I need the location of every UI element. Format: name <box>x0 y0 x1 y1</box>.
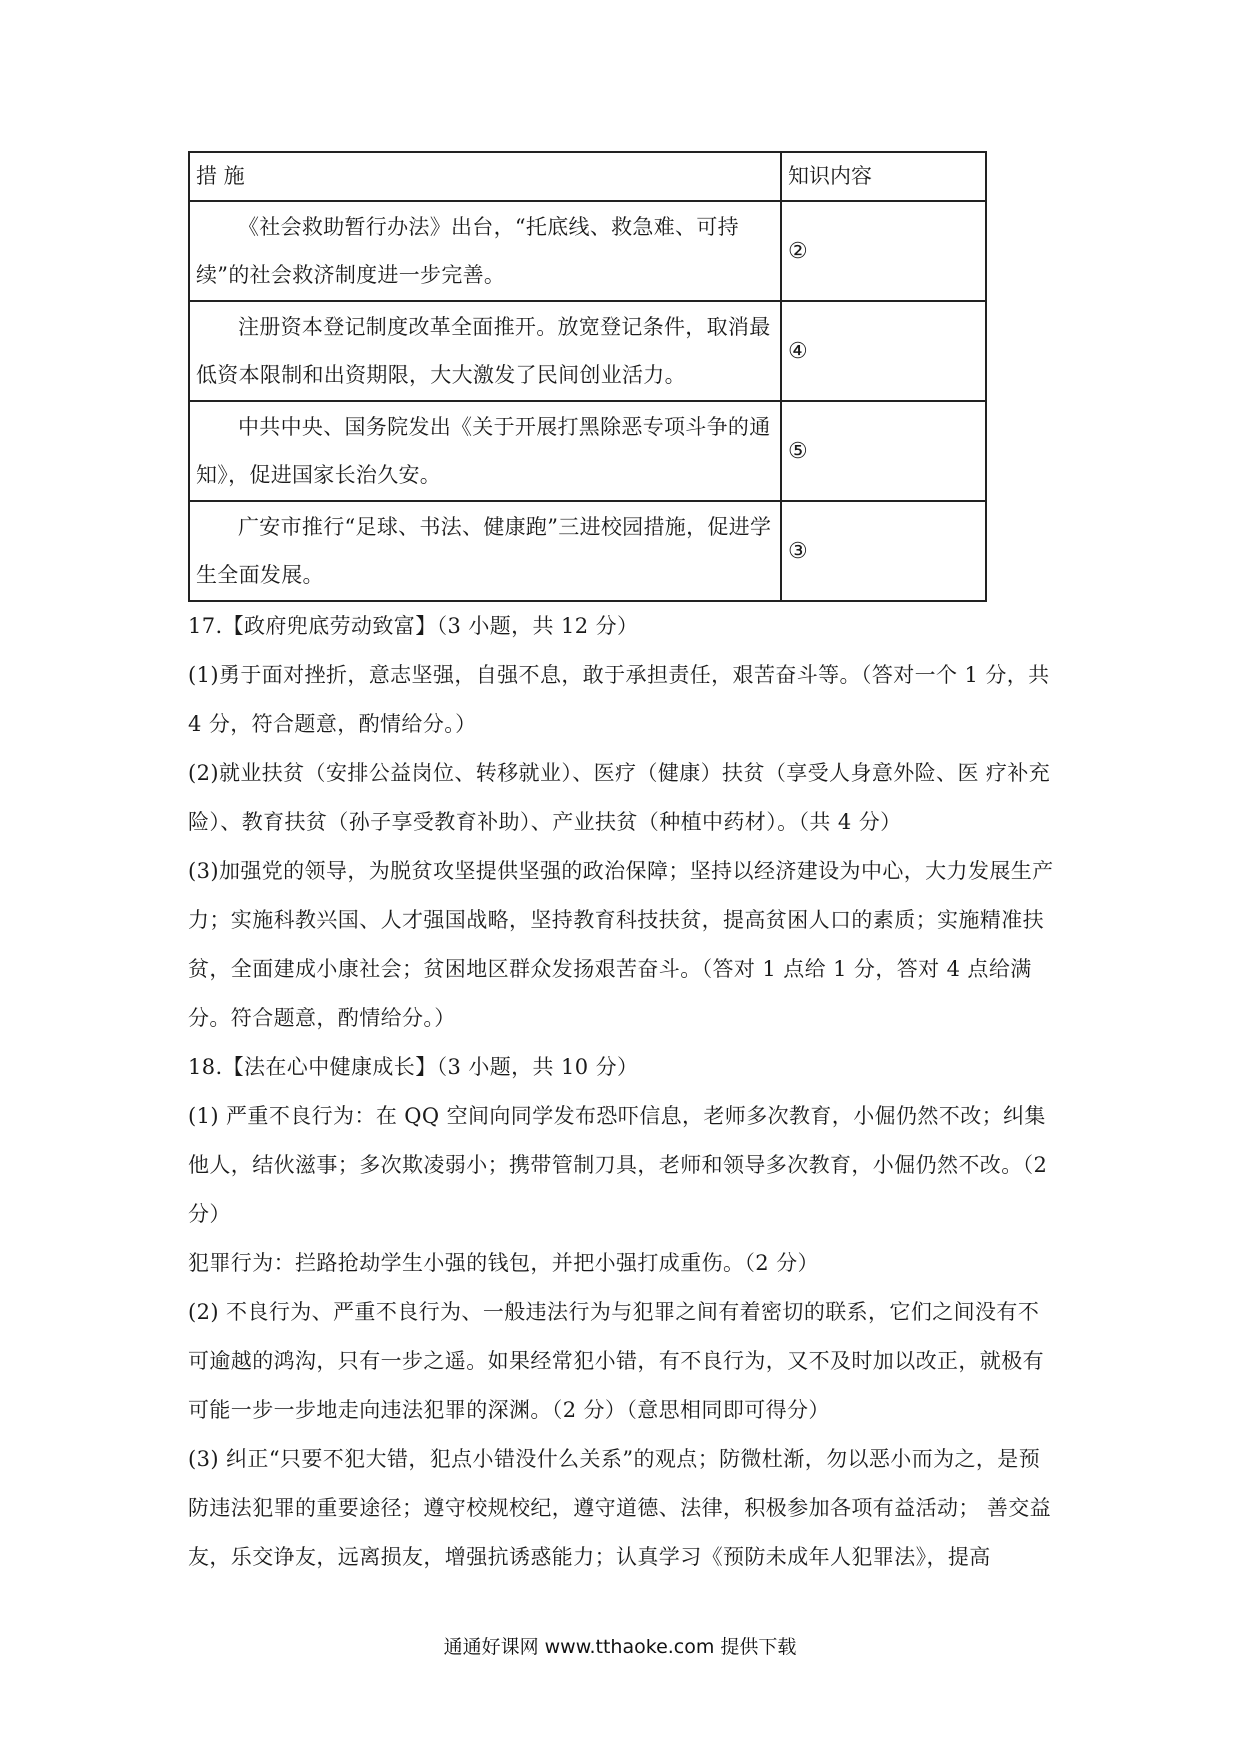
footer-watermark: 通通好课网 www.tthaoke.com 提供下载 <box>443 1636 797 1658</box>
measure-cell: 注册资本登记制度改革全面推开。放宽登记条件，取消最低资本限制和出资期限，大大激发了民间创业活力。 <box>189 301 781 401</box>
measure-cell: 广安市推行“足球、书法、健康跑”三进校园措施，促进学生全面发展。 <box>189 501 781 601</box>
table-row <box>189 201 986 301</box>
measures-table <box>188 151 987 602</box>
q18-answer-2: (2) 不良行为、严重不良行为、一般违法行为与犯罪之间有着密切的联系，它们之间没有不可逾越的鸿沟，只有一步之遥。如果经常犯小错，有不良行为，又不及时加以改正，就极有可能一步一步地走向违法犯罪的深渊。（2 分）（意思相同即可得分） <box>188 1300 1044 1422</box>
q17-answer-1: (1)勇于面对挫折，意志坚强，自强不息，敢于承担责任，艰苦奋斗等。（答对一个 1 分，共 4 分，符合题意，酌情给分。） <box>188 663 1050 736</box>
knowledge-cell: ④ <box>781 301 986 401</box>
knowledge-cell: ③ <box>781 501 986 601</box>
knowledge-cell: ② <box>781 201 986 301</box>
table-row <box>189 401 986 501</box>
q18-answer-1b: 犯罪行为：拦路抢劫学生小强的钱包，并把小强打成重伤。（2 分） <box>188 1251 819 1275</box>
q17-title: 17.【政府兜底劳动致富】（3 小题，共 12 分） <box>188 614 639 638</box>
knowledge-cell: ⑤ <box>781 401 986 501</box>
header-measures: 措 施 <box>189 152 781 201</box>
q17-answer-3: (3)加强党的领导，为脱贫攻坚提供坚强的政治保障；坚持以经济建设为中心，大力发展生产力；实施科教兴国、人才强国战略，坚持教育科技扶贫，提高贫困人口的素质；实施精准扶贫，全面建成小康社会；贫困地区群众发扬艰苦奋斗。（答对 1 点给 1 分，答对 4 点给满分。符合题意，酌情给分。） <box>188 859 1054 1030</box>
q18-answer-1: (1) 严重不良行为：在 QQ 空间向同学发布恐吓信息，老师多次教育，小倔仍然不改；纠集他人，结伙滋事；多次欺凌弱小；携带管制刀具，老师和领导多次教育，小倔仍然不改。（2 分） <box>188 1104 1048 1226</box>
table-row <box>189 501 986 601</box>
q18-answer-3: (3) 纠正“只要不犯大错，犯点小错没什么关系”的观点；防微杜渐，勿以恶小而为之，是预防违法犯罪的重要途径；遵守校规校纪，遵守道德、法律，积极参加各项有益活动； 善交益友，乐交诤友，远离损友，增强抗诱惑能力；认真学习《预防未成年人犯罪法》，提高 <box>188 1447 1052 1569</box>
header-knowledge: 知识内容 <box>781 152 986 201</box>
table-row <box>189 301 986 401</box>
answer-content <box>188 602 1058 1582</box>
measure-cell: 中共中央、国务院发出《关于开展打黑除恶专项斗争的通知》，促进国家长治久安。 <box>189 401 781 501</box>
measure-cell: 《社会救助暂行办法》出台，“托底线、救急难、可持续”的社会救济制度进一步完善。 <box>189 201 781 301</box>
table-header-row <box>189 152 986 201</box>
q17-answer-2: (2)就业扶贫（安排公益岗位、转移就业）、医疗（健康）扶贫（享受人身意外险、医 疗补充险）、教育扶贫（孙子享受教育补助）、产业扶贫（种植中药材）。（共 4 分） <box>188 761 1051 834</box>
q18-title: 18.【法在心中健康成长】（3 小题，共 10 分） <box>188 1055 639 1079</box>
